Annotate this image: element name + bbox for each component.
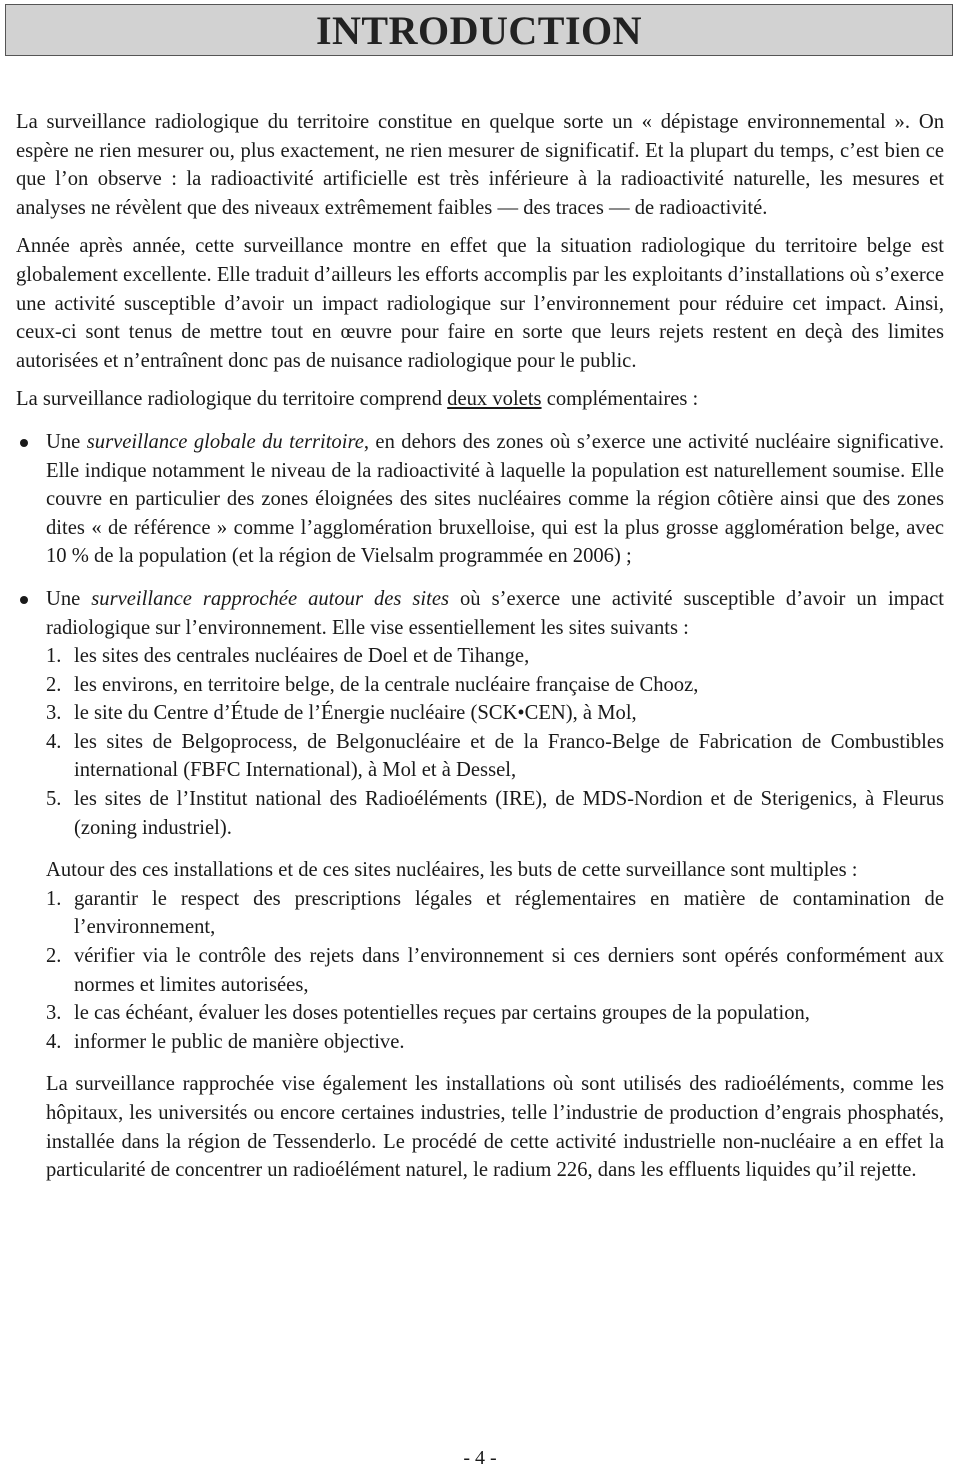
bullet2-after: où s’exerce une activité susceptible d’avoir un impact radiologique sur l’environnement. Elle vise essentiellement les sites suivants : <box>46 587 944 639</box>
intro-paragraph-1: La surveillance radiologique du territoire constitue en quelque sorte un « dépistage environnemental ». On espère ne rien mesurer ou, plus exactement, ne rien mesurer de significatif. Et la plupart du temps, c’est bien ce que l’on observe : la radioactivité artificielle est très inférieure à la radioactivité naturelle, les mesures et analyses ne révèlent que des niveaux extrêmement faibles — des traces — de radioactivité. <box>16 111 944 219</box>
bullet2-before: Une <box>46 587 92 610</box>
bullet1-after: , en dehors des zones où s’exerce une activité nucléaire significative. Elle indique notamment le niveau de la radioactivité à laquelle la population est naturellement soumise. Elle couvre en particulier des zones éloignées des sites nucléaires comme la région côtière ainsi que des zones dites « de référence » comme l’agglomération bruxelloise, qui est la plus grosse agglomération belge, avec 10 % de la population (et la région de Vielsalm programmée en 2006) ; <box>46 430 945 568</box>
list-item-number: 1. <box>46 645 62 668</box>
page-number: - 4 - <box>463 1447 497 1469</box>
p3-before: La surveillance radiologique du territoire comprend <box>16 388 448 411</box>
list-item <box>46 1028 944 1057</box>
list-item-number: 3. <box>46 702 62 725</box>
list-item-text: garantir le respect des prescriptions légales et réglementaires en matière de contamination de l’environnement, <box>74 887 944 939</box>
intro-paragraph-2: Année après année, cette surveillance montre en effet que la situation radiologique du territoire belge est globalement excellente. Elle traduit d’ailleurs les efforts accomplis par les exploitants d’installations où s’exerce une activité susceptible d’avoir un impact radiologique sur l’environnement pour réduire cet impact. Ainsi, ceux-ci sont tenus de mettre tout en œuvre pour faire en sorte que leurs rejets restent en deçà des limites autorisées et n’entraînent donc pas de nuisance radiologique pour le public. <box>16 235 944 372</box>
list-item <box>46 999 944 1028</box>
list-item-text: les sites des centrales nucléaires de Doel et de Tihange, <box>74 645 530 668</box>
sites-list <box>16 642 944 842</box>
p3-after: complémentaires : <box>541 388 699 411</box>
goals-list <box>16 885 944 1057</box>
list-item-number: 1. <box>46 887 62 910</box>
bullet2-italic: surveillance rapprochée autour des sites <box>91 587 450 610</box>
list-item-text: le cas échéant, évaluer les doses potentielles reçues par certains groupes de la population, <box>74 1002 810 1025</box>
bullet-item-global <box>16 428 944 571</box>
list-item-number: 2. <box>46 945 62 968</box>
page-title: INTRODUCTION <box>315 8 643 53</box>
title-banner <box>5 4 953 56</box>
closing-paragraph: La surveillance rapprochée vise également les installations où sont utilisés des radioéléments, comme les hôpitaux, les universités ou encore certaines industries, telle l’industrie de production d’engrais phosphatés, installée dans la région de Tessenderlo. Le procédé de cette activité industrielle non-nucléaire a en effet la particularité de concentrer un radioélément naturel, le radium 226, dans les effluents liquides qu’il rejette. <box>46 1073 944 1182</box>
list-item-number: 5. <box>46 788 62 811</box>
list-item <box>46 642 944 671</box>
bullet1-before: Une <box>46 430 87 453</box>
list-item-number: 2. <box>46 673 62 696</box>
bullet1-italic: surveillance globale du territoire <box>86 430 364 453</box>
goals-intro-paragraph: Autour des ces installations et de ces sites nucléaires, les buts de cette surveillance sont multiples : <box>46 859 858 882</box>
list-item-text: les sites de Belgoprocess, de Belgonucléaire et de la Franco-Belge de Fabrication de Combustibles international (FBFC International), à Mol et à Dessel, <box>74 730 944 782</box>
list-item-text: vérifier via le contrôle des rejets dans l’environnement si ces derniers sont opérés conformément aux normes et limites autorisées, <box>74 945 944 996</box>
bullet-dot-icon <box>20 596 28 604</box>
intro-paragraph-3 <box>16 385 944 414</box>
document-body <box>16 108 944 1185</box>
list-item <box>46 942 944 999</box>
list-item <box>46 671 944 700</box>
list-item <box>46 728 944 785</box>
list-item <box>46 785 944 842</box>
list-item-text: informer le public de manière objective. <box>74 1030 405 1053</box>
list-item <box>46 699 944 728</box>
list-item-text: les environs, en territoire belge, de la centrale nucléaire française de Chooz, <box>74 673 699 696</box>
list-item-text: les sites de l’Institut national des Radioéléments (IRE), de MDS-Nordion et de Sterigenics, à Fleurus (zoning industriel). <box>74 788 944 839</box>
list-item-text: le site du Centre d’Étude de l’Énergie nucléaire (SCK•CEN), à Mol, <box>74 702 637 725</box>
list-item-number: 4. <box>46 1030 62 1053</box>
p3-underlined: deux volets <box>447 388 542 411</box>
list-item <box>46 885 944 942</box>
list-item-number: 3. <box>46 1002 62 1025</box>
list-item-number: 4. <box>46 730 62 753</box>
bullet-item-rapprochee <box>16 585 944 642</box>
bullet-dot-icon <box>20 439 28 447</box>
